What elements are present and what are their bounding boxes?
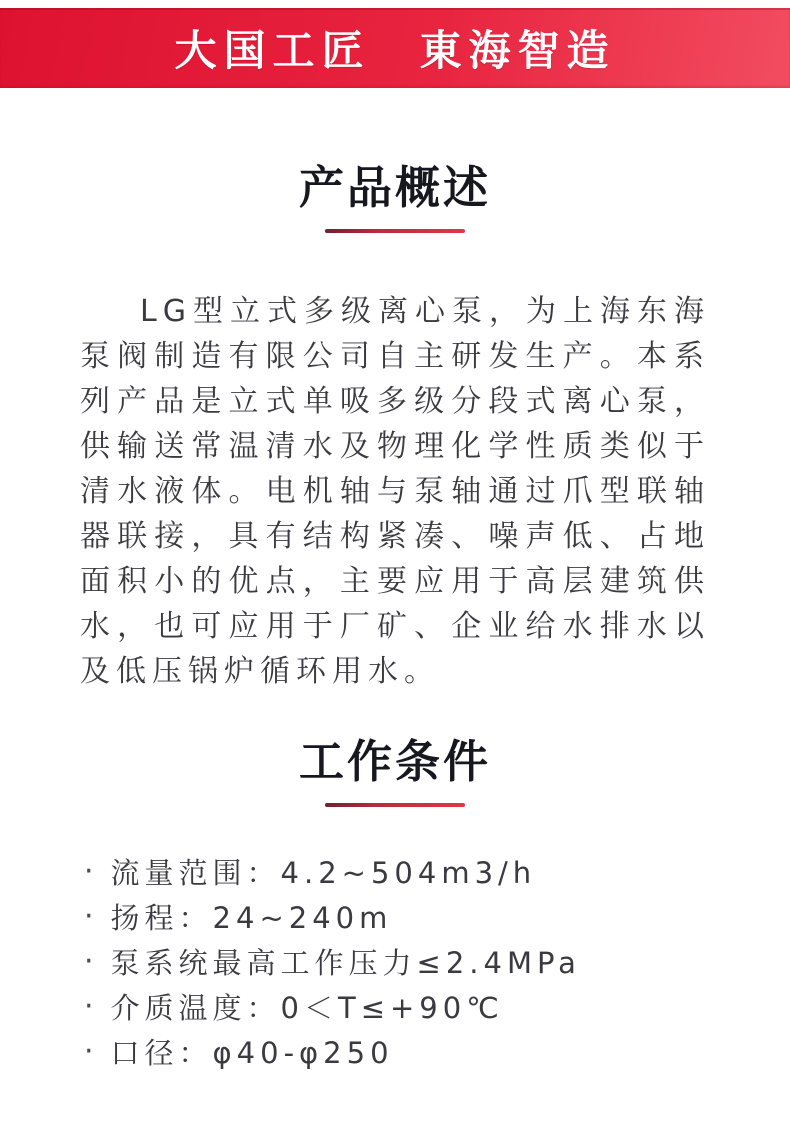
bullet-dot-icon: · <box>84 943 99 979</box>
spec-item-max-pressure <box>84 941 730 986</box>
product-detail-page <box>0 8 790 1126</box>
red-underline-divider <box>325 803 465 807</box>
spec-item-text: 介质温度：0＜T≤+90℃ <box>110 990 504 1025</box>
spec-item-text: 口径：φ40-φ250 <box>110 1035 394 1070</box>
red-underline-divider <box>325 229 465 233</box>
spec-list <box>0 851 790 1106</box>
spec-item-head <box>84 896 730 941</box>
spec-item-diameter <box>84 1031 730 1076</box>
bullet-dot-icon: · <box>84 1033 99 1069</box>
spec-item-text: 泵系统最高工作压力≤2.4MPa <box>110 945 581 980</box>
section-working-conditions <box>0 736 790 1106</box>
banner-title: 大国工匠 東海智造 <box>174 26 616 75</box>
section-product-overview <box>0 162 790 694</box>
overview-section-title: 产品概述 <box>298 161 491 214</box>
spec-item-text: 扬程：24~240m <box>110 900 393 935</box>
bullet-dot-icon: · <box>84 898 99 934</box>
spec-item-text: 流量范围：4.2~504m3/h <box>110 855 537 890</box>
overview-paragraph: LG型立式多级离心泵，为上海东海泵阀制造有限公司自主研发生产。本系列产品是立式单吸多级分段式离心泵，供输送常温清水及物理化学性质类似于清水液体。电机轴与泵轴通过爪型联轴器联接，具有结构紧凑、噪声低、占地面积小的优点，主要应用于高层建筑供水，也可应用于厂矿、企业给水排水以及低压锅炉循环用水。 <box>80 293 710 689</box>
bullet-dot-icon: · <box>84 988 99 1024</box>
spec-item-medium-temperature <box>84 986 730 1031</box>
conditions-section-title: 工作条件 <box>298 734 491 788</box>
brand-banner <box>0 8 790 88</box>
spec-item-flow-range <box>84 851 730 896</box>
bullet-dot-icon: · <box>84 853 99 889</box>
